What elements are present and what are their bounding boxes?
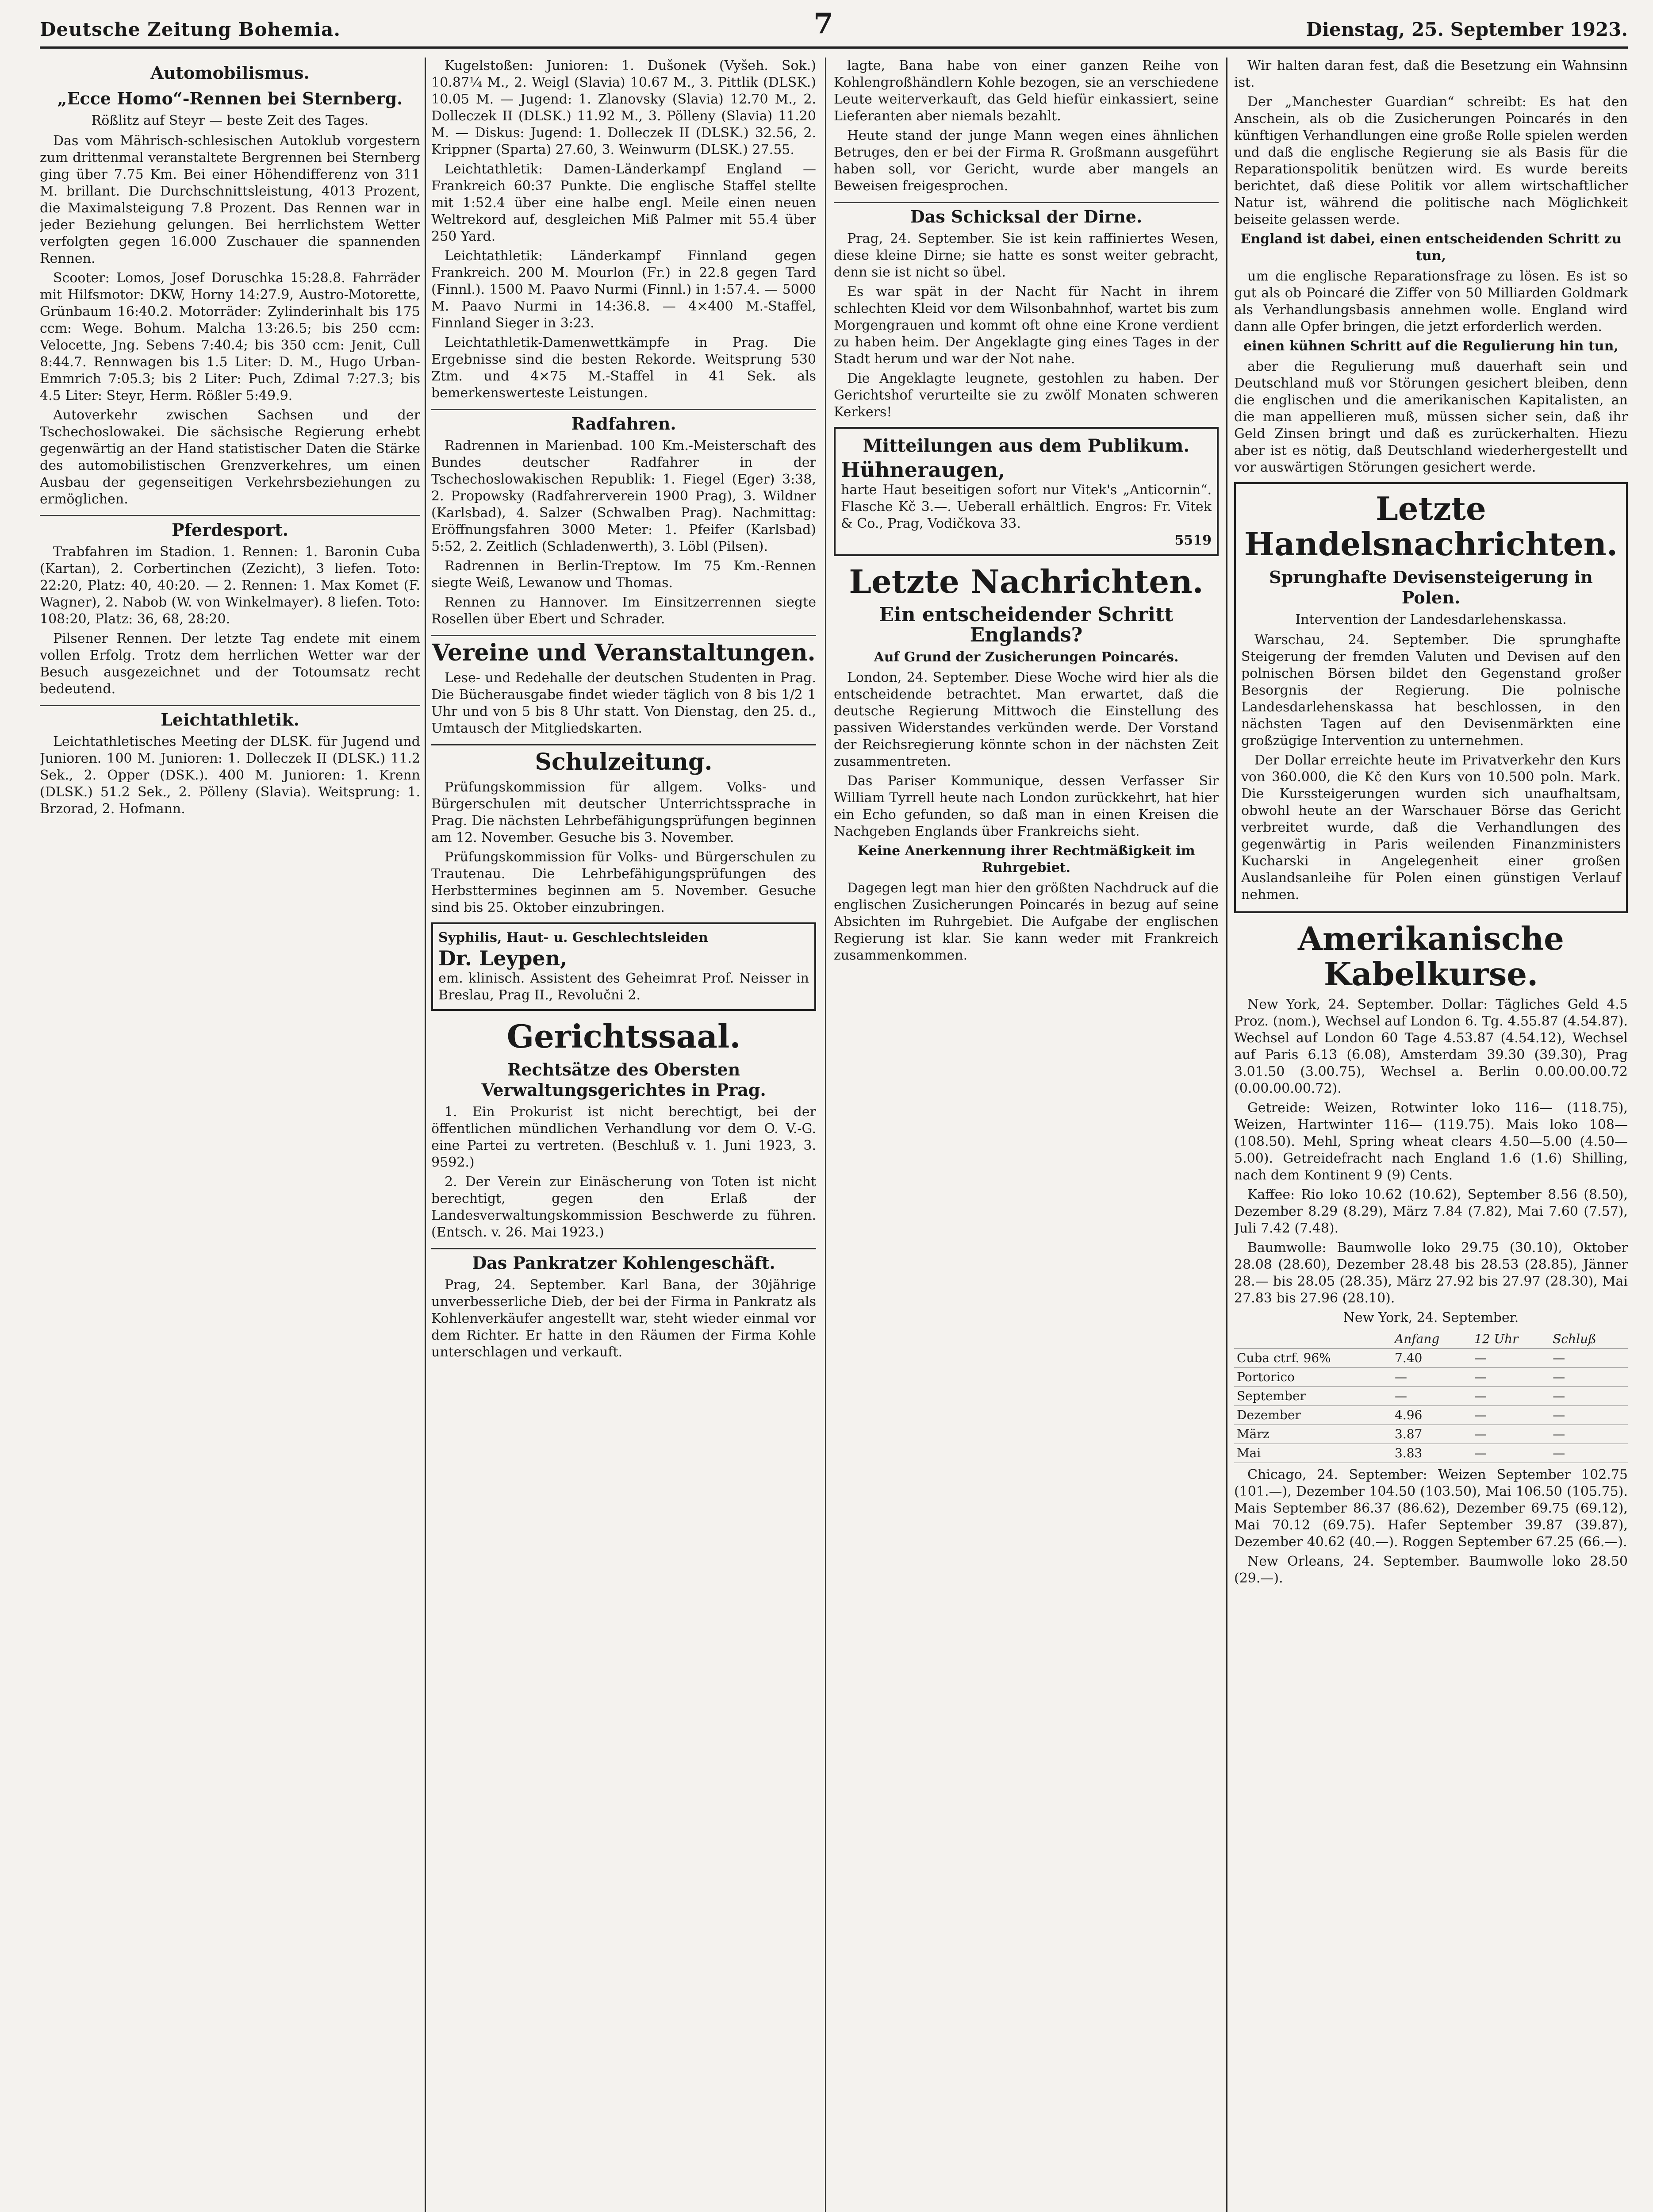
article-paragraph: Warschau, 24. September. Die sprunghafte Steigerung der fremden Valuten und Devisen auf den polnischen Börsen bildet den Gegenstand großer Besorgnis der Regierung. Die polnische Landesdarlehenskassa hat beschlossen, in den nächsten Tagen auf den Devisenmärkten eine großzügige Intervention zu unternehmen. <box>1241 632 1621 749</box>
table-cell: — <box>1550 1368 1628 1387</box>
notice-body: harte Haut beseitigen sofort nur Vitek's „Anticornin“. Flasche Kč 3.—. Ueberall erhältlich. Engros: Fr. Vitek & Co., Prag, Vodičkova 33. <box>841 482 1212 531</box>
table-cell: Dezember <box>1234 1406 1392 1425</box>
table-row <box>1234 1349 1628 1368</box>
table-cell: — <box>1550 1425 1628 1444</box>
article-paragraph: Prüfungskommission für allgem. Volks- und Bürgerschulen mit deutscher Unterrichtssprache in Prag. Die nächsten Lehrbefähigungsprüfungen beginnen am 12. November. Gesuche bis 3. November. <box>431 780 816 845</box>
ad-name: Dr. Leypen, <box>438 946 568 970</box>
table-row <box>1234 1444 1628 1463</box>
article-paragraph: New York, 24. September. Dollar: Tägliches Geld 4.5 Proz. (nom.), Wechsel auf London 6. Tg. 4.55.87 (4.54.87). Wechsel auf London 60 Tage 4.53.87 (4.54.12), Wechsel auf Paris 6.13 (6.08), Amsterdam 39.30 (39.30), Prag 3.01.50 (3.00.75), Wechsel a. Berlin 0.00.00.00.72 (0.00.00.00.72). <box>1234 997 1628 1096</box>
table-cell: 3.87 <box>1392 1425 1472 1444</box>
article-headline: Rechtsätze des Obersten Verwaltungsgerichtes in Prag. <box>481 1060 766 1100</box>
table-cell: — <box>1392 1387 1472 1406</box>
article-paragraph: Leichtathletisches Meeting der DLSK. für Jugend und Junioren. 100 M. Junioren: 1. Dolleczek II (DLSK.) 11.2 Sek., 2. Opper (DSK.). 400 M. Junioren: 1. Krenn (DLSK.) 51.2 Sek., 2. Pölleny (Slavia). Weitsprung: 1. Brzorad, 2. Hofmann. <box>40 734 420 817</box>
table-cell: Mai <box>1234 1444 1392 1463</box>
article-subheadline: Auf Grund der Zusicherungen Poincarés. <box>874 649 1179 665</box>
section-title-kabelkurse: Amerikanische Kabelkurse. <box>1298 920 1564 993</box>
table-cell: 3.83 <box>1392 1444 1472 1463</box>
table-cell: — <box>1472 1406 1550 1425</box>
column-rule <box>1226 58 1227 2212</box>
page-number: 7 <box>813 7 833 40</box>
article-paragraph: Radrennen in Marienbad. 100 Km.-Meisterschaft des Bundes deutscher Radfahrer in der Tschechoslowakischen Republik: 1. Fiegel (Eger) 3:38, 2. Propowsky (Radfahrerverein 1900 Prag), 3. Wildner (Karlsbad), 4. Salzer (Schwalben Prag). Nachmittag: Eröffnungsfahren 3000 Meter: 1. Pfeifer (Karlsbad) 5:52, 2. Zeitlich (Schladenwerth), 3. Löbl (Pilsen). <box>431 438 816 554</box>
table-cell: — <box>1550 1406 1628 1425</box>
article-paragraph: Das Pariser Kommunique, dessen Verfasser Sir William Tyrrell heute nach London zurückkehrt, hat hier ein Echo gefunden, so daß man in einen Kreisen die Nachgeben Englands über Frankreichs sieht. <box>834 773 1219 839</box>
column-rule <box>425 58 426 2212</box>
notice-product: Hühneraugen, <box>841 458 1005 482</box>
table-header-cell <box>1234 1330 1392 1349</box>
article-paragraph: 1. Ein Prokurist ist nicht berechtigt, bei der öffentlichen mündlichen Verhandlung vor dem O. V.-G. eine Partei zu vertreten. (Beschluß v. 1. Juni 1923, 3. 9592.) <box>431 1104 816 1170</box>
table-row <box>1234 1387 1628 1406</box>
table-cell: — <box>1472 1444 1550 1463</box>
article-paragraph: Die Angeklagte leugnete, gestohlen zu haben. Der Gerichtshof verurteilte sie zu zwölf Monaten schweren Kerkers! <box>834 371 1219 420</box>
article-paragraph: New Orleans, 24. September. Baumwolle loko 28.50 (29.—). <box>1234 1554 1628 1586</box>
article-paragraph: um die englische Reparationsfrage zu lösen. Es ist so gut als ob Poincaré die Ziffer von 50 Milliarden Goldmark als Verhandlungsbasis annehmen wolle. England wird dann alle Opfer bringen, die jetzt erforderlich werden. <box>1234 269 1628 334</box>
article-paragraph: Dagegen legt man hier den größten Nachdruck auf die englischen Zusicherungen Poincarés in bezug auf seine Absichten im Ruhrgebiet. Die Aufgabe der englischen Regierung ist klar. Sie kann weder mit Frankreich zusammenkommen. <box>834 880 1219 963</box>
article-paragraph: Lese- und Redehalle der deutschen Studenten in Prag. Die Bücherausgabe findet wieder täglich von 8 bis 1/2 1 Uhr und von 5 bis 8 Uhr statt. Von Dienstag, den 25. d., Umtausch der Mitgliedskarten. <box>431 670 816 736</box>
article-paragraph: Chicago, 24. September: Weizen September 102.75 (101.—), Dezember 104.50 (103.50), Mai 106.50 (105.75). Mais September 86.37 (86.62), Dezember 69.75 (69.12), Mai 70.12 (69.75). Hafer September 39.87 (39.87), Dezember 40.62 (40.—). Roggen September 67.25 (66.—). <box>1234 1467 1628 1550</box>
article-paragraph: Scooter: Lomos, Josef Doruschka 15:28.8. Fahrräder mit Hilfsmotor: DKW, Horny 14:27.9, Austro-Motorette, Grünbaum 16:40.2. Motorräder: Zylinderinhalt bis 175 ccm: Wege. Bohum. Malcha 13:26.5; bis 250 ccm: Velocette, Jng. Sebens 7:40.4; bis 350 ccm: Jenit, Cull 8:44.7. Rennwagen bis 1.5 Liter: D. M., Hugo Urban-Emmrich 7:05.3; bis 2 Liter: Puch, Zdimal 7:27.3; bis 4.5 Liter: Steyr, Herm. Rößler 5:49.9. <box>40 270 420 403</box>
article-paragraph: Kaffee: Rio loko 10.62 (10.62), September 8.56 (8.50), Dezember 8.29 (8.29), März 7.84 (7.82), Mai 7.60 (7.57), Juli 7.42 (7.48). <box>1234 1187 1628 1236</box>
table-cell: März <box>1234 1425 1392 1444</box>
table-cell: — <box>1550 1444 1628 1463</box>
article-subheadline: Rößlitz auf Steyr — beste Zeit des Tages. <box>91 113 369 128</box>
table-row <box>1234 1406 1628 1425</box>
emphasis-line: einen kühnen Schritt auf die Regulierung hin tun, <box>1243 338 1618 354</box>
article-paragraph: lagte, Bana habe von einer ganzen Reihe von Kohlengroßhändlern Kohle bezogen, sie an verschiedene Leute weiterverkauft, das Geld hiefür einkassiert, seine Lieferanten aber niemals bezahlt. <box>834 58 1219 124</box>
table-header-row <box>1234 1330 1628 1349</box>
article-paragraph: 2. Der Verein zur Einäscherung von Toten ist nicht berechtigt, gegen den Erlaß der Landesverwaltungskommission Beschwerde zu führen. (Entsch. v. 26. Mai 1923.) <box>431 1174 816 1240</box>
page-header <box>40 0 1628 49</box>
article-paragraph: Getreide: Weizen, Rotwinter loko 116— (118.75), Weizen, Hartwinter 116— (119.75). Mais loko 108— (108.50). Mehl, Spring wheat clears 4.50—5.00 (4.50—5.00). Getreidefracht nach England 1.6 (1.6) Shilling, nach dem Kontinent 9 (9) Cents. <box>1234 1100 1628 1183</box>
advertisement-leypen <box>431 922 816 1011</box>
trade-news-box <box>1234 482 1628 913</box>
column-2 <box>431 58 816 2212</box>
table-cell: 7.40 <box>1392 1349 1472 1368</box>
column-4 <box>1234 58 1628 2212</box>
table-row <box>1234 1368 1628 1387</box>
article-paragraph: Heute stand der junge Mann wegen eines ähnlichen Betruges, den er bei der Firma R. Großmann ausgeführt haben soll, vor Gericht, wurde aber mangels an Beweisen freigesprochen. <box>834 128 1219 194</box>
issue-date: Dienstag, 25. September 1923. <box>1306 19 1628 40</box>
article-paragraph: Kugelstoßen: Junioren: 1. Dušonek (Vyšeh. Sok.) 10.87¼ M., 2. Weigl (Slavia) 10.67 M., 3. Pittlik (DLSK.) 10.05 M. — Jugend: 1. Zlanovsky (Slavia) 12.70 M., 2. Dolleczek II (DLSK.) 11.92 M., 3. Pölleny (Slavia) 11.20 M. — Diskus: Jugend: 1. Dolleczek II (DLSK.) 32.56, 2. Krippner (Sparta) 27.60, 3. Weinwurm (DLSK.) 27.55. <box>431 58 816 157</box>
article-paragraph: aber die Regulierung muß dauerhaft sein und Deutschland muß vor Störungen gesichert bleiben, denn die englischen und die amerikanischen Kapitalisten, an die man appellieren muß, müssen sicher sein, daß ihr Geld Zinsen bringt und daß es zurückerhalten. Hiezu aber ist es nötig, daß Deutschland wiederhergestellt und vor auswärtigen Störungen gesichert werde. <box>1234 359 1628 475</box>
article-paragraph: Wir halten daran fest, daß die Besetzung ein Wahnsinn ist. <box>1234 58 1628 90</box>
article-paragraph: Trabfahren im Stadion. 1. Rennen: 1. Baronin Cuba (Kartan), 2. Corbertinchen (Zezicht), 3 liefen. Toto: 22:20, Platz: 40, 40:20. — 2. Rennen: 1. Max Komet (F. Wagner), 2. Nabob (W. von Winkelmayer). 8 liefen. Toto: 108:20, Platz: 36, 68, 28:20. <box>40 544 420 627</box>
section-title-leichtathletik: Leichtathletik. <box>40 705 420 730</box>
article-subheadline: Keine Anerkennung ihrer Rechtmäßigkeit im Ruhrgebiet. <box>857 843 1195 876</box>
notice-number: 5519 <box>1174 533 1212 548</box>
table-cell: — <box>1472 1368 1550 1387</box>
ad-headline: Syphilis, Haut- u. Geschlechtsleiden <box>438 930 708 945</box>
section-title-schulzeitung: Schulzeitung. <box>431 744 816 776</box>
article-paragraph: Leichtathletik: Länderkampf Finnland gegen Frankreich. 200 M. Mourlon (Fr.) in 22.8 gegen Tard (Finnl.). 1500 M. Paavo Nurmi (Finnl.) in 1:57.4. — 5000 M. Paavo Nurmi in 14:36.8. — 4×400 M.-Staffel, Finnland Sieger in 3:23. <box>431 248 816 331</box>
article-headline: Ein entscheidender Schritt Englands? <box>879 603 1174 646</box>
table-cell: Portorico <box>1234 1368 1392 1387</box>
article-paragraph: Leichtathletik: Damen-Länderkampf England — Frankreich 60:37 Punkte. Die englische Staffel stellte mit 1:52.4 über eine halbe engl. Meile einen neuen Weltrekord auf, desgleichen Miß Palmer mit 55.4 über 250 Yard. <box>431 161 816 244</box>
article-subheadline: Intervention der Landesdarlehenskassa. <box>1295 612 1567 627</box>
table-caption: New York, 24. September. <box>1343 1310 1519 1325</box>
table-header-cell: Anfang <box>1392 1330 1472 1349</box>
article-paragraph: Der „Manchester Guardian“ schreibt: Es hat den Anschein, als ob die Zusicherungen Poincarés in den künftigen Verhandlungen eine große Rolle spielen werden und daß die englische Regierung sie als Basis für die Reparationspolitik benützen wird. Es wurde bereits berichtet, daß diese Politik vor allem wirtschaftlicher Natur ist, während die politische nach Möglichkeit beiseite gelassen werde. <box>1234 94 1628 227</box>
table-cell: — <box>1550 1387 1628 1406</box>
section-title-automobilismus: Automobilismus. <box>150 63 310 83</box>
sugar-price-table <box>1234 1330 1628 1463</box>
notice-box-publikum <box>834 427 1219 556</box>
article-paragraph: Leichtathletik-Damenwettkämpfe in Prag. Die Ergebnisse sind die besten Rekorde. Weitsprung 530 Ztm. und 4×75 M.-Staffel in 41 Sek. als bemerkenswerteste Leistungen. <box>431 335 816 401</box>
table-cell: — <box>1550 1349 1628 1368</box>
article-paragraph: Baumwolle: Baumwolle loko 29.75 (30.10), Oktober 28.08 (28.60), Dezember 28.48 bis 28.53 (28.85), Jänner 28.— bis 28.05 (28.35), März 27.92 bis 27.97 (28.30), Mai 27.83 bis 27.96 (28.10). <box>1234 1240 1628 1306</box>
article-paragraph: London, 24. September. Diese Woche wird hier als die entscheidende betrachtet. Man erwartet, daß die deutsche Regierung Mittwoch die Einstellung des passiven Widerstandes verkünden werde. Der Vorstand der Reichsregierung könnte schon in der nächsten Zeit zusammentreten. <box>834 670 1219 769</box>
column-3 <box>834 58 1219 2212</box>
article-paragraph: Prag, 24. September. Sie ist kein raffiniertes Wesen, diese kleine Dirne; sie hatte es sonst weiter gebracht, denn sie ist nicht so übel. <box>834 231 1219 280</box>
article-paragraph: Es war spät in der Nacht für Nacht in ihrem schlechten Kleid vor dem Wilsonbahnhof, wartet bis zum Morgengrauen und kommt oft ohne eine Krone verdient zu haben heim. Der Angeklagte ging eines Tages in der Stadt herum und war der Not nahe. <box>834 284 1219 367</box>
article-paragraph: Der Dollar erreichte heute im Privatverkehr den Kurs von 360.000, die Kč den Kurs von 10.500 poln. Mark. Die Kurssteigerungen wurden sich unaufhaltsam, obwohl heute an der Warschauer Börse das Gericht verbreitet wurde, daß die Verhandlungen des gegenwärtig in Paris weilenden Finanzministers Kucharski in Angelegenheit einer großen Auslandsanleihe für Polen einen günstigen Verlauf nehmen. <box>1241 753 1621 902</box>
article-headline: „Ecce Homo“-Rennen bei Sternberg. <box>57 88 403 108</box>
article-headline: Das Pankratzer Kohlengeschäft. <box>431 1248 816 1273</box>
section-title-radfahren: Radfahren. <box>431 409 816 434</box>
table-row <box>1234 1425 1628 1444</box>
article-paragraph: Autoverkehr zwischen Sachsen und der Tschechoslowakei. Die sächsische Regierung erhebt gegenwärtig an der Hand statistischer Daten die Stärke des automobilistischen Grenzverkehres, um einen Ausbau der gegenseitigen Verkehrsbeziehungen zu ermöglichen. <box>40 407 420 507</box>
table-cell: — <box>1392 1368 1472 1387</box>
table-header-cell: 12 Uhr <box>1472 1330 1550 1349</box>
article-headline: Sprunghafte Devisensteigerung in Polen. <box>1269 567 1593 607</box>
article-paragraph: Pilsener Rennen. Der letzte Tag endete mit einem vollen Erfolg. Trotz dem herrlichen Wetter war der Besuch ausgezeichnet und der Totoumsatz recht bedeutend. <box>40 631 420 697</box>
article-paragraph: Radrennen in Berlin-Treptow. Im 75 Km.-Rennen siegte Weiß, Lewanow und Thomas. <box>431 558 816 591</box>
table-cell: — <box>1472 1387 1550 1406</box>
column-1 <box>40 58 420 2212</box>
section-title-handelsnachrichten: Letzte Handelsnachrichten. <box>1244 490 1618 563</box>
table-cell: Cuba ctrf. 96% <box>1234 1349 1392 1368</box>
article-paragraph: Das vom Mährisch-schlesischen Autoklub vorgestern zum drittenmal veranstaltete Bergrennen bei Sternberg ging über 7.75 Km. Bei einer Höhendifferenz von 311 M. brillant. Die Durchschnittsleistung, 4013 Prozent, die Maximalsteigung 7.8 Prozent. Das Rennen war in jeder Beziehung gelungen. Bei herrlichstem Wetter verfolgten gegen 16.000 Zuschauer die spannenden Rennen. <box>40 133 420 266</box>
section-title-gerichtssaal: Gerichtssaal. <box>506 1018 741 1055</box>
article-headline: Das Schicksal der Dirne. <box>834 202 1219 227</box>
table-cell: September <box>1234 1387 1392 1406</box>
section-title-vereine: Vereine und Veranstaltungen. <box>431 635 816 666</box>
article-paragraph: Prag, 24. September. Karl Bana, der 30jährige unverbesserliche Dieb, der bei der Firma in Pankratz als Kohlenverkäufer angestellt war, steht wieder einmal vor dem Richter. Er hatte in den Räumen der Firma Kohle unterschlagen und verkauft. <box>431 1277 816 1360</box>
section-title-letzte-nachrichten: Letzte Nachrichten. <box>849 563 1204 600</box>
emphasis-line: England ist dabei, einen entscheidenden Schritt zu tun, <box>1240 231 1622 264</box>
newspaper-page <box>40 0 1628 2212</box>
ad-body: em. klinisch. Assistent des Geheimrat Prof. Neisser in Breslau, Prag II., Revolučni 2. <box>438 971 809 1003</box>
masthead: Deutsche Zeitung Bohemia. <box>40 19 341 40</box>
section-title-pferdesport: Pferdesport. <box>40 515 420 540</box>
table-cell: — <box>1472 1349 1550 1368</box>
table-header-cell: Schluß <box>1550 1330 1628 1349</box>
notice-title: Mitteilungen aus dem Publikum. <box>863 435 1190 456</box>
column-rule <box>825 58 826 2212</box>
table-cell: 4.96 <box>1392 1406 1472 1425</box>
table-cell: — <box>1472 1425 1550 1444</box>
article-paragraph: Rennen zu Hannover. Im Einsitzerrennen siegte Rosellen über Ebert und Schrader. <box>431 595 816 627</box>
article-paragraph: Prüfungskommission für Volks- und Bürgerschulen zu Trautenau. Die Lehrbefähigungsprüfungen des Herbsttermines beginnen am 5. November. Gesuche sind bis 25. Oktober einzubringen. <box>431 849 816 915</box>
